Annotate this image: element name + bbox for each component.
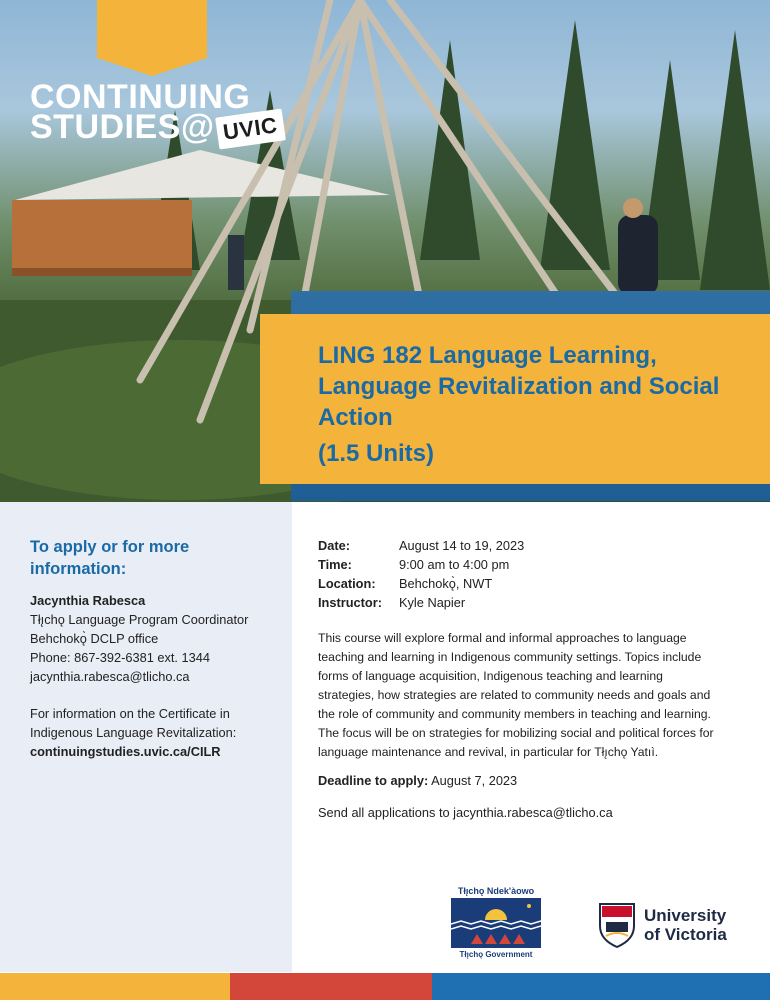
uvic-line1: University: [644, 906, 727, 925]
footer-strip-red: [230, 973, 432, 1000]
course-details: [318, 536, 524, 612]
location-label: Location:: [318, 576, 376, 591]
apply-heading: To apply or for more information:: [30, 538, 190, 578]
detail-row-instructor: [318, 593, 524, 612]
contact-email[interactable]: jacynthia.rabesca@tlicho.ca: [30, 669, 190, 684]
logo-uvic-badge: UVIC: [215, 109, 285, 150]
send-applications-text: Send all applications to jacynthia.rabesca@tlicho.ca: [318, 805, 613, 820]
contact-role: Tłı̨chǫ Language Program Coordinator: [30, 612, 249, 627]
tlicho-logo-bottom-text: Tłı̨chǫ Government: [459, 950, 533, 959]
detail-row-time: [318, 555, 524, 574]
deadline-value: August 7, 2023: [431, 773, 518, 788]
contact-block: [30, 591, 285, 686]
logo-line2: STUDIES@: [30, 108, 215, 146]
time-value: 9:00 am to 4:00 pm: [399, 557, 510, 572]
contact-phone[interactable]: Phone: 867-392-6381 ext. 1344: [30, 650, 211, 665]
time-label: Time:: [318, 557, 352, 572]
instructor-value: Kyle Napier: [399, 595, 466, 610]
date-label: Date:: [318, 538, 350, 553]
course-description: This course will explore formal and informal approaches to language teaching and learning in Indigenous community settings. Topics include forms of language acquisition, Indigenous teaching and learning strategies, how strategies are related to community needs and goals and the role of community and community members in teaching and learning. The focus will be on strategies for mobilizing social and political forces for language maintenance and revival, in particular for Tłı̨chǫ Yatıì.: [318, 631, 714, 759]
certificate-text: For information on the Certificate in Indigenous Language Revitalization:: [30, 706, 237, 740]
header-gold-tab-point: [97, 58, 207, 76]
continuing-studies-logo[interactable]: [30, 78, 283, 146]
uvic-shield-icon: [598, 902, 636, 948]
header-gold-tab: [97, 0, 207, 58]
detail-row-date: [318, 536, 524, 555]
course-title: LING 182 Language Learning, Language Revitalization and Social Action: [318, 342, 720, 431]
uvic-wordmark: [644, 906, 727, 944]
uvic-line2: of Victoria: [644, 925, 727, 944]
footer-strip-blue: [432, 973, 770, 1000]
logo-line1: CONTINUING: [30, 78, 251, 116]
contact-office: Behchokǫ̀ DCLP office: [30, 631, 159, 646]
location-value: Behchokǫ̀, NWT: [399, 576, 493, 591]
date-value: August 14 to 19, 2023: [399, 538, 525, 553]
uvic-logo[interactable]: [598, 902, 727, 948]
tlicho-emblem: [451, 898, 541, 948]
certificate-info: [30, 704, 285, 761]
certificate-link[interactable]: continuingstudies.uvic.ca/CILR: [30, 744, 221, 759]
instructor-label: Instructor:: [318, 595, 382, 610]
footer-strip-gold: [0, 973, 230, 1000]
tlicho-government-logo[interactable]: [450, 886, 542, 959]
course-units: (1.5 Units): [318, 440, 435, 467]
deadline-label: Deadline to apply:: [318, 773, 429, 788]
tlicho-logo-top-text: Tłı̨chǫ Ndek'àowo: [457, 886, 535, 896]
contact-name: Jacynthia Rabesca: [30, 593, 146, 608]
detail-row-location: [318, 574, 524, 593]
deadline-line: [318, 773, 517, 788]
tlicho-emblem-icon: [451, 898, 541, 948]
